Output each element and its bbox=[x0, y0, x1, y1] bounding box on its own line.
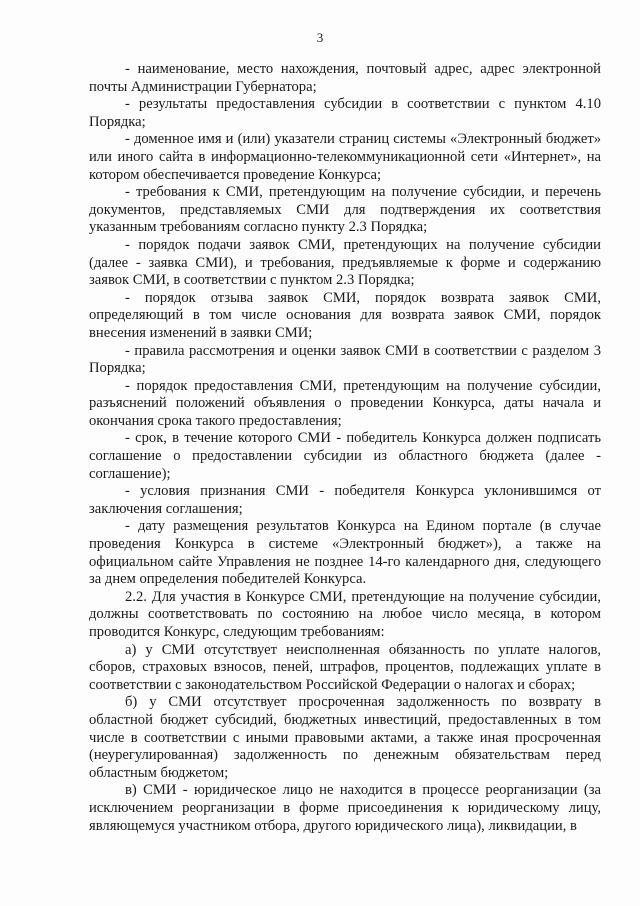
paragraph: а) у СМИ отсутствует неисполненная обязанность по уплате налогов, сборов, страховых взносов, пеней, штрафов, процентов, подлежащих уплате в соответствии с законодательством Российской Федерации о налогах и сборах; bbox=[89, 641, 601, 693]
paragraph: - правила рассмотрения и оценки заявок СМИ в соответствии с разделом 3 Порядка; bbox=[89, 342, 601, 377]
paragraph: - порядок предоставления СМИ, претендующим на получение субсидии, разъяснений положений объявления о проведении Конкурса, даты начала и окончания срока такого предоставления; bbox=[89, 377, 601, 429]
paragraph: - доменное имя и (или) указатели страниц системы «Электронный бюджет» или иного сайта в информационно-телекоммуникационной сети «Интернет», на котором обеспечивается проведение Конкурса; bbox=[89, 131, 601, 183]
paragraph: - дату размещения результатов Конкурса на Едином портале (в случае проведения Конкурса в системе «Электронный бюджет»), а также на официальном сайте Управления не позднее 14-го календарного дня, следующего за днем определения победителей Конкурса. bbox=[89, 518, 601, 588]
paragraph: в) СМИ - юридическое лицо не находится в процессе реорганизации (за исключением реорганизации в форме присоединения к юридическому лицу, являющемуся участником отбора, другого юридического лица), ликвидации, в bbox=[89, 782, 601, 834]
paragraph: 2.2. Для участия в Конкурсе СМИ, претендующие на получение субсидии, должны соответствовать по состоянию на любое число месяца, в котором проводится Конкурс, следующим требованиям: bbox=[89, 588, 601, 640]
paragraph: - срок, в течение которого СМИ - победитель Конкурса должен подписать соглашение о предоставлении субсидии из областного бюджета (далее - соглашение); bbox=[89, 430, 601, 482]
paragraph: - результаты предоставления субсидии в соответствии с пунктом 4.10 Порядка; bbox=[89, 96, 601, 130]
paragraph: - порядок отзыва заявок СМИ, порядок возврата заявок СМИ, определяющий в том числе основания для возврата заявок СМИ, порядок внесения изменений в заявки СМИ; bbox=[89, 289, 601, 341]
page-number: 3 bbox=[316, 30, 324, 45]
paragraph: - наименование, место нахождения, почтовый адрес, адрес электронной почты Администрации Губернатора; bbox=[89, 61, 601, 95]
paragraph: - условия признания СМИ - победителя Конкурса уклонившимся от заключения соглашения; bbox=[89, 483, 601, 517]
paragraph: - порядок подачи заявок СМИ, претендующих на получение субсидии (далее - заявка СМИ), и требования, предъявляемые к форме и содержанию заявок СМИ, в соответствии с пунктом 2.3 Порядка; bbox=[89, 236, 601, 289]
document-body bbox=[89, 61, 601, 835]
paragraph: б) у СМИ отсутствует просроченная задолженность по возврату в областной бюджет субсидий, бюджетных инвестиций, предоставленных в том числе в соответствии с иными правовыми актами, а также иная просроченная (неурегулированная) задолженность по денежным обязательствам перед областным бюджетом; bbox=[89, 694, 601, 781]
paragraph: - требования к СМИ, претендующим на получение субсидии, и перечень документов, представляемых СМИ для подтверждения их соответствия указанным требованиям согласно пункту 2.3 Порядка; bbox=[89, 184, 601, 236]
